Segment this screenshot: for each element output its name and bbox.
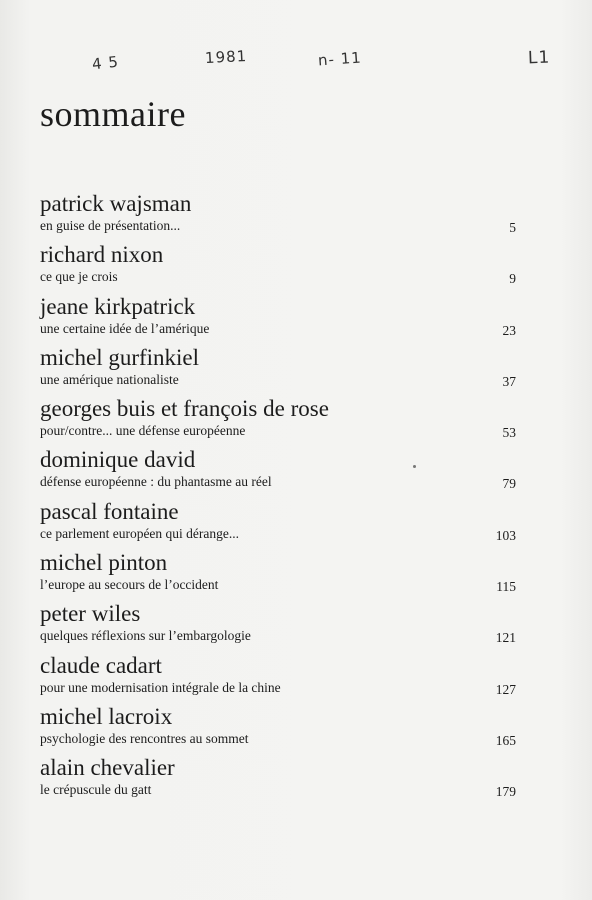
toc-page-number: 9 xyxy=(509,271,516,287)
toc-page-number: 127 xyxy=(495,681,516,697)
toc-entry xyxy=(40,293,516,344)
toc-entry xyxy=(40,600,516,651)
toc-subtitle: en guise de présentation... xyxy=(40,218,181,233)
toc-author: michel lacroix xyxy=(40,703,173,729)
toc-author: michel gurfinkiel xyxy=(40,344,200,370)
toc-author: dominique david xyxy=(40,447,196,473)
toc-page-number: 115 xyxy=(496,579,516,595)
handwritten-note: 1981 xyxy=(204,46,248,68)
toc-author: patrick wajsman xyxy=(40,191,192,216)
page-title: sommaire xyxy=(40,94,186,134)
toc-entry xyxy=(40,190,516,241)
toc-subtitle: l’europe au secours de l’occident xyxy=(40,577,219,593)
toc-entry xyxy=(40,344,516,395)
toc-entry xyxy=(40,395,516,446)
handwritten-note: n- 11 xyxy=(317,48,363,70)
toc-author: michel pinton xyxy=(40,550,168,576)
toc-entry xyxy=(40,703,516,754)
toc-page-number: 165 xyxy=(495,732,516,748)
toc-subtitle: quelques réflexions sur l’embargologie xyxy=(40,628,251,644)
toc-entry xyxy=(40,498,516,549)
toc-author: claude cadart xyxy=(40,652,162,678)
handwritten-note: L1 xyxy=(527,47,551,69)
toc-entry xyxy=(40,652,516,703)
toc-subtitle: ce que je crois xyxy=(40,269,118,285)
toc-page-number: 79 xyxy=(502,476,516,492)
toc-author: peter wiles xyxy=(40,601,141,627)
toc-author: georges buis et françois de rose xyxy=(40,396,329,422)
toc-page-number: 37 xyxy=(502,373,516,389)
toc-page-number: 53 xyxy=(502,425,516,441)
handwritten-note: 4 5 xyxy=(91,52,120,74)
toc-page-number: 103 xyxy=(495,527,516,543)
toc-subtitle: défense européenne : du phantasme au réel xyxy=(40,474,272,490)
toc-page-number: 5 xyxy=(509,220,516,235)
toc-subtitle: psychologie des rencontres au sommet xyxy=(40,730,249,746)
toc-entry xyxy=(40,446,516,497)
toc-subtitle: ce parlement européen qui dérange... xyxy=(40,525,240,541)
toc-subtitle: le crépuscule du gatt xyxy=(40,782,152,798)
toc-page-number: 179 xyxy=(495,784,516,800)
toc-author: richard nixon xyxy=(40,242,164,268)
toc-author: jeane kirkpatrick xyxy=(40,293,196,319)
toc-author: pascal fontaine xyxy=(40,498,179,524)
toc-entry xyxy=(40,241,516,292)
toc-page-number: 121 xyxy=(495,630,516,646)
toc-subtitle: pour une modernisation intégrale de la chine xyxy=(40,679,281,695)
toc-entry xyxy=(40,754,516,805)
toc-author: alain chevalier xyxy=(40,755,175,781)
toc-subtitle: une certaine idée de l’amérique xyxy=(40,320,210,336)
toc-page-number: 23 xyxy=(502,322,516,338)
toc-subtitle: une amérique nationaliste xyxy=(40,371,179,387)
table-of-contents xyxy=(40,190,516,806)
toc-entry xyxy=(40,549,516,600)
toc-subtitle: pour/contre... une défense européenne xyxy=(40,423,246,439)
ink-speck xyxy=(413,465,416,468)
